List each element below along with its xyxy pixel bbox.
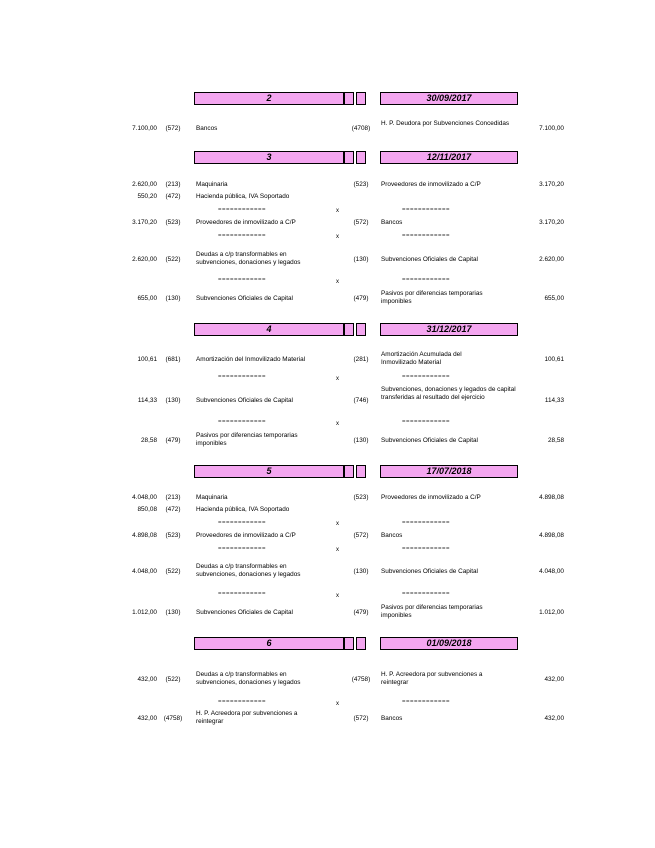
credit-account-code: (523) [353,181,369,188]
debit-amount: 2.620,00 [132,256,157,263]
header-spacer [356,323,366,336]
debit-account-name: Hacienda pública, IVA Soportado [196,506,290,513]
credit-amount: 100,61 [544,356,564,363]
credit-account-name: Proveedores de inmovilizado a C/P [381,181,481,188]
separator-line: ============ [218,520,267,526]
debit-account-name: Pasivos por diferencias temporarias imponibles [196,432,298,447]
entry-date: 12/11/2017 [380,151,518,164]
credit-account-code: (130) [353,568,369,575]
debit-account-name: Deudas a c/p transformables en subvenciones, donaciones y legados [196,671,301,686]
credit-account-name: Proveedores de inmovilizado a C/P [381,494,481,501]
credit-account-code: (572) [353,219,369,226]
header-spacer [356,465,366,478]
debit-amount: 4.048,00 [132,494,157,501]
credit-account-code: (4708) [351,125,371,132]
credit-account-name: Bancos [381,532,403,539]
separator-line: ============ [218,419,267,425]
entry-date: 17/07/2018 [380,465,518,478]
credit-amount: 2.620,00 [539,256,564,263]
credit-account-name: Subvenciones, donaciones y legados de capital transferidas al resultado del ejercicio [381,386,516,401]
header-spacer [344,151,354,164]
debit-amount: 2.620,00 [132,181,157,188]
separator-line: ============ [402,699,451,705]
debit-account-code: (130) [165,609,181,616]
entry-number: 3 [194,151,344,164]
credit-amount: 432,00 [544,676,564,683]
credit-account-code: (130) [353,256,369,263]
separator-line: ============ [218,277,267,283]
separator-mark: x [336,593,339,599]
separator-mark: x [336,521,339,527]
debit-account-name: Subvenciones Oficiales de Capital [196,397,293,404]
separator-line: ============ [402,419,451,425]
debit-account-code: (479) [165,437,181,444]
entry-header-5 [194,465,518,478]
credit-amount: 432,00 [544,715,564,722]
debit-account-code: (681) [165,356,181,363]
debit-account-code: (572) [165,125,181,132]
separator-line: ============ [402,277,451,283]
entry-header-3 [194,151,518,164]
separator-line: ============ [218,591,267,597]
credit-amount: 4.898,08 [539,494,564,501]
separator-line: ============ [402,591,451,597]
debit-account-name: Amortización del Inmovilizado Material [196,356,306,363]
debit-amount: 100,61 [137,356,157,363]
debit-account-code: (522) [165,676,181,683]
entry-number: 2 [194,92,344,105]
credit-account-name: Subvenciones Oficiales de Capital [381,437,478,444]
debit-account-code: (523) [165,532,181,539]
credit-account-code: (4758) [351,676,371,683]
debit-account-name: Maquinaria [196,494,228,501]
credit-account-name: Bancos [381,715,403,722]
credit-amount: 1.012,00 [539,609,564,616]
debit-account-code: (522) [165,568,181,575]
credit-account-name: Subvenciones Oficiales de Capital [381,256,478,263]
separator-line: ============ [218,207,267,213]
debit-account-name: Hacienda pública, IVA Soportado [196,193,290,200]
debit-amount: 3.170,20 [132,219,157,226]
credit-account-code: (281) [353,356,369,363]
separator-mark: x [336,208,339,214]
credit-account-code: (523) [353,494,369,501]
separator-mark: x [336,376,339,382]
entry-date: 31/12/2017 [380,323,518,336]
debit-account-code: (4758) [163,715,183,722]
entry-date: 01/09/2018 [380,637,518,650]
separator-line: ============ [402,546,451,552]
debit-amount: 1.012,00 [132,609,157,616]
credit-amount: 7.100,00 [539,125,564,132]
entry-header-4 [194,323,518,336]
entry-header-6 [194,637,518,650]
debit-account-name: Subvenciones Oficiales de Capital [196,609,293,616]
debit-account-code: (130) [165,397,181,404]
debit-account-name: Proveedores de inmovilizado a C/P [196,532,296,539]
separator-mark: x [336,701,339,707]
debit-account-name: Bancos [196,125,218,132]
separator-mark: x [336,547,339,553]
debit-amount: 4.048,00 [132,568,157,575]
debit-account-code: (472) [165,193,181,200]
debit-account-code: (523) [165,219,181,226]
debit-amount: 550,20 [137,193,157,200]
credit-amount: 3.170,20 [539,181,564,188]
credit-account-code: (572) [353,532,369,539]
credit-amount: 3.170,20 [539,219,564,226]
debit-amount: 432,00 [137,676,157,683]
credit-account-name: H. P. Acreedora por subvenciones a reintegrar [381,671,483,686]
debit-account-name: Deudas a c/p transformables en subvenciones, donaciones y legados [196,563,301,578]
debit-amount: 655,00 [137,295,157,302]
debit-account-name: Proveedores de inmovilizado a C/P [196,219,296,226]
header-spacer [344,637,354,650]
debit-account-name: Maquinaria [196,181,228,188]
credit-account-name: Subvenciones Oficiales de Capital [381,568,478,575]
credit-account-name: Amortización Acumulada del Inmovilizado Material [381,351,462,366]
entry-header-2 [194,92,518,105]
header-spacer [356,92,366,105]
debit-amount: 114,33 [137,397,157,404]
separator-line: ============ [402,520,451,526]
credit-account-name: Pasivos por diferencias temporarias imponibles [381,290,483,305]
debit-amount: 7.100,00 [132,125,157,132]
header-spacer [356,151,366,164]
credit-account-code: (746) [353,397,369,404]
credit-amount: 28,58 [548,437,564,444]
entry-number: 6 [194,637,344,650]
credit-account-code: (130) [353,437,369,444]
entry-number: 4 [194,323,344,336]
separator-line: ============ [218,233,267,239]
debit-account-name: H. P. Acreedora por subvenciones a reintegrar [196,710,298,725]
debit-amount: 4.898,08 [132,532,157,539]
separator-mark: x [336,234,339,240]
separator-mark: x [336,421,339,427]
separator-line: ============ [218,699,267,705]
header-spacer [344,465,354,478]
debit-amount: 850,08 [137,506,157,513]
debit-account-code: (522) [165,256,181,263]
separator-line: ============ [402,207,451,213]
credit-account-code: (479) [353,609,369,616]
credit-amount: 4.898,08 [539,532,564,539]
debit-account-name: Subvenciones Oficiales de Capital [196,295,293,302]
debit-account-code: (472) [165,506,181,513]
credit-amount: 655,00 [544,295,564,302]
credit-account-name: Pasivos por diferencias temporarias imponibles [381,604,483,619]
credit-amount: 114,33 [544,397,564,404]
separator-line: ============ [218,374,267,380]
separator-line: ============ [218,546,267,552]
debit-account-code: (213) [165,494,181,501]
debit-account-code: (213) [165,181,181,188]
credit-account-name: H. P. Deudora por Subvenciones Concedidas [381,120,510,127]
credit-amount: 4.048,00 [539,568,564,575]
credit-account-code: (572) [353,715,369,722]
debit-account-code: (130) [165,295,181,302]
header-spacer [356,637,366,650]
separator-mark: x [336,279,339,285]
entry-number: 5 [194,465,344,478]
header-spacer [344,323,354,336]
debit-account-name: Deudas a c/p transformables en subvenciones, donaciones y legados [196,251,301,266]
entry-date: 30/09/2017 [380,92,518,105]
debit-amount: 28,58 [141,437,157,444]
credit-account-name: Bancos [381,219,403,226]
debit-amount: 432,00 [137,715,157,722]
separator-line: ============ [402,233,451,239]
header-spacer [344,92,354,105]
credit-account-code: (479) [353,295,369,302]
separator-line: ============ [402,374,451,380]
